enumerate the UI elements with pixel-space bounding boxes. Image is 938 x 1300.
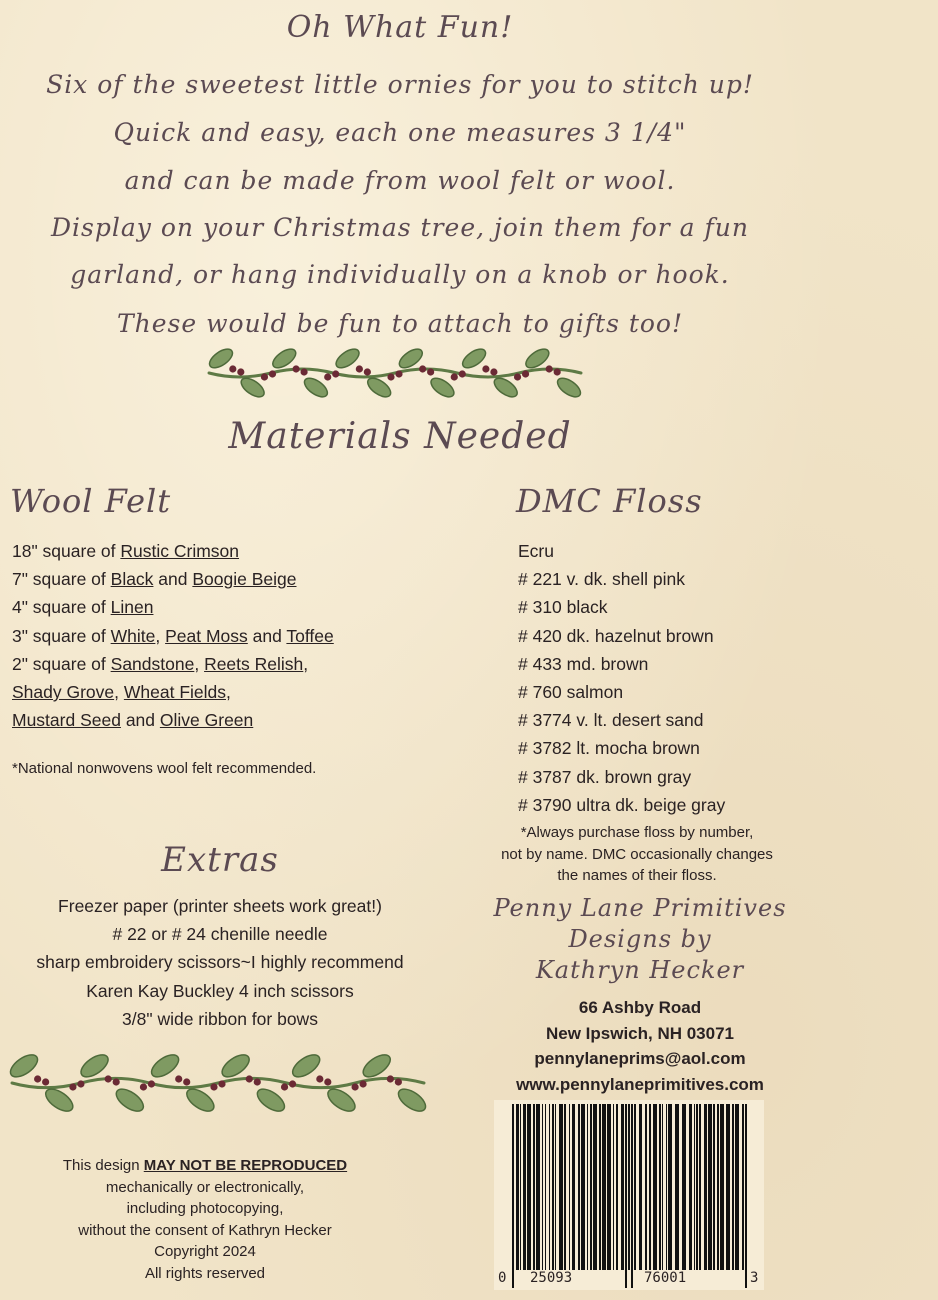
floss-item: # 433 md. brown bbox=[518, 653, 649, 674]
berry-icon bbox=[140, 1083, 147, 1090]
barcode-bar bbox=[653, 1104, 657, 1270]
barcode-bar bbox=[542, 1104, 543, 1270]
felt-item: 3" square of White, Peat Moss and Toffee bbox=[12, 625, 334, 646]
extras-item: Freezer paper (printer sheets work great!) bbox=[58, 896, 382, 916]
barcode-bar bbox=[717, 1104, 719, 1270]
berry-icon bbox=[254, 1078, 261, 1085]
berry-icon bbox=[387, 1075, 394, 1082]
berry-icon bbox=[451, 373, 458, 380]
berry-icon bbox=[148, 1080, 155, 1087]
designs-by: Designs by bbox=[568, 925, 712, 953]
barcode-bar bbox=[552, 1104, 554, 1270]
barcode-bar bbox=[621, 1104, 624, 1270]
felt-item: Mustard Seed and Olive Green bbox=[12, 710, 254, 731]
floss-item: # 221 v. dk. shell pink bbox=[518, 569, 685, 590]
intro-line: These would be fun to attach to gifts too! bbox=[116, 309, 684, 338]
berry-icon bbox=[105, 1075, 112, 1082]
berry-icon bbox=[300, 368, 307, 375]
berry-icon bbox=[332, 370, 339, 377]
barcode-bar bbox=[649, 1104, 651, 1270]
barcode-bar bbox=[639, 1104, 642, 1270]
website-link[interactable]: www.pennylaneprimitives.com bbox=[516, 1074, 764, 1094]
floss-item: # 310 black bbox=[518, 597, 608, 618]
barcode-digit: 76001 bbox=[644, 1270, 687, 1286]
felt-color: Reets Relish bbox=[204, 653, 304, 674]
leaf-icon bbox=[395, 1085, 428, 1116]
berry-icon bbox=[281, 1083, 288, 1090]
vine-decoration bbox=[8, 1044, 428, 1122]
designer-name: Kathryn Hecker bbox=[535, 956, 745, 984]
berry-icon bbox=[175, 1075, 182, 1082]
floss-item: # 3782 lt. mocha brown bbox=[518, 738, 700, 759]
barcode-bar bbox=[587, 1104, 588, 1270]
barcode-bar bbox=[607, 1104, 611, 1270]
floss-item: # 420 dk. hazelnut brown bbox=[518, 625, 714, 646]
company-name: Penny Lane Primitives bbox=[493, 894, 787, 922]
berry-icon bbox=[351, 1083, 358, 1090]
city-state-zip: New Ipswich, NH 03071 bbox=[545, 1023, 735, 1043]
berry-icon bbox=[490, 368, 497, 375]
barcode-bar bbox=[726, 1104, 730, 1270]
page-title: Oh What Fun! bbox=[286, 10, 514, 45]
floss-item: Ecru bbox=[518, 541, 554, 561]
felt-note: *National nonwovens wool felt recommended. bbox=[12, 760, 317, 777]
intro-line: and can be made from wool felt or wool. bbox=[124, 166, 676, 195]
felt-color: Peat Moss bbox=[165, 625, 248, 646]
extras-item: sharp embroidery scissors~I highly recommend bbox=[36, 952, 404, 973]
berry-icon bbox=[246, 1075, 253, 1082]
not-reproduced-warning: MAY NOT BE REPRODUCED bbox=[143, 1157, 348, 1174]
barcode-bar bbox=[689, 1104, 692, 1270]
extras-item: Karen Kay Buckley 4 inch scissors bbox=[86, 980, 354, 1001]
barcode-bar bbox=[645, 1104, 647, 1270]
barcode-bar bbox=[634, 1104, 636, 1270]
barcode-bar bbox=[578, 1104, 580, 1270]
barcode-bar bbox=[572, 1104, 575, 1270]
barcode-bar bbox=[631, 1104, 633, 1288]
felt-color: Olive Green bbox=[159, 710, 254, 731]
barcode-bar bbox=[745, 1104, 747, 1288]
barcode-bar bbox=[559, 1104, 563, 1270]
berry-icon bbox=[387, 373, 394, 380]
extras-heading: Extras bbox=[161, 840, 279, 880]
berry-icon bbox=[183, 1078, 190, 1085]
felt-color: Black bbox=[110, 569, 154, 590]
berry-icon bbox=[364, 368, 371, 375]
floss-item: # 3774 v. lt. desert sand bbox=[518, 710, 704, 731]
barcode-bar bbox=[696, 1104, 698, 1270]
street-address: 66 Ashby Road bbox=[578, 998, 702, 1017]
barcode-digit: 0 bbox=[498, 1270, 507, 1286]
dmc-floss-heading: DMC Floss bbox=[516, 482, 703, 520]
designer-credit bbox=[460, 893, 820, 986]
felt-item: 4" square of Linen bbox=[12, 597, 154, 618]
barcode-bar bbox=[713, 1104, 715, 1270]
barcode-bar bbox=[735, 1104, 739, 1270]
berry-icon bbox=[522, 370, 529, 377]
berry-icon bbox=[419, 365, 426, 372]
berry-icon bbox=[395, 370, 402, 377]
berry-icon bbox=[218, 1080, 225, 1087]
barcode-bar bbox=[720, 1104, 724, 1270]
barcode-digit: 3 bbox=[750, 1270, 759, 1286]
barcode-bar bbox=[742, 1104, 744, 1270]
berry-icon bbox=[324, 373, 331, 380]
berry-icon bbox=[546, 365, 553, 372]
barcode-bar bbox=[545, 1104, 546, 1270]
berry-icon bbox=[395, 1078, 402, 1085]
felt-color: Shady Grove bbox=[12, 682, 115, 703]
barcode-bar bbox=[549, 1104, 550, 1270]
extras-list bbox=[0, 892, 440, 1033]
felt-color: Rustic Crimson bbox=[120, 541, 240, 561]
extras-item: # 22 or # 24 chenille needle bbox=[112, 924, 328, 945]
felt-item: 7" square of Black and Boogie Beige bbox=[12, 569, 297, 590]
felt-color: Linen bbox=[110, 597, 154, 618]
leaf-icon bbox=[554, 375, 583, 401]
berry-icon bbox=[482, 365, 489, 372]
floss-item: # 760 salmon bbox=[518, 682, 624, 703]
berry-icon bbox=[316, 1075, 323, 1082]
berry-icon bbox=[356, 365, 363, 372]
felt-color: Toffee bbox=[286, 625, 334, 646]
barcode bbox=[494, 1100, 764, 1290]
berry-icon bbox=[261, 373, 268, 380]
intro-line: Display on your Christmas tree, join them for a fun bbox=[51, 213, 749, 242]
barcode-bar bbox=[675, 1104, 679, 1270]
vine-decoration bbox=[205, 340, 585, 406]
barcode-bar bbox=[616, 1104, 618, 1270]
berry-icon bbox=[459, 370, 466, 377]
barcode-bar bbox=[599, 1104, 601, 1270]
barcode-bar bbox=[659, 1104, 661, 1270]
barcode-bar bbox=[666, 1104, 667, 1270]
felt-color: Boogie Beige bbox=[192, 569, 297, 590]
intro-line: Six of the sweetest little ornies for you to stitch up! bbox=[46, 70, 754, 99]
barcode-digit: 25093 bbox=[530, 1270, 573, 1286]
berry-icon bbox=[324, 1078, 331, 1085]
barcode-bar bbox=[625, 1104, 627, 1288]
intro-line: Quick and easy, each one measures 3 1/4" bbox=[113, 118, 687, 147]
barcode-bar bbox=[694, 1104, 695, 1270]
barcode-bar bbox=[536, 1104, 540, 1270]
berry-icon bbox=[113, 1078, 120, 1085]
extras-item: 3/8" wide ribbon for bows bbox=[122, 1008, 318, 1029]
felt-item: Shady Grove, Wheat Fields, bbox=[12, 682, 231, 703]
contact-address bbox=[460, 995, 820, 1097]
berry-icon bbox=[269, 370, 276, 377]
berry-icon bbox=[514, 373, 521, 380]
wool-felt-list bbox=[12, 537, 334, 734]
barcode-bar bbox=[699, 1104, 701, 1270]
floss-note: *Always purchase floss by number, not by name. DMC occasionally changes the names of their floss. bbox=[501, 824, 773, 884]
materials-heading: Materials Needed bbox=[228, 416, 572, 457]
barcode-bar bbox=[516, 1104, 519, 1270]
berry-icon bbox=[359, 1080, 366, 1087]
barcode-bar bbox=[602, 1104, 606, 1270]
felt-item: 18" square of Rustic Crimson bbox=[12, 541, 240, 561]
barcode-bar bbox=[564, 1104, 566, 1270]
barcode-bar bbox=[590, 1104, 592, 1270]
email-link[interactable]: pennylaneprims@aol.com bbox=[534, 1049, 746, 1068]
berry-icon bbox=[554, 368, 561, 375]
berry-icon bbox=[69, 1083, 76, 1090]
berry-icon bbox=[210, 1083, 217, 1090]
berry-icon bbox=[42, 1078, 49, 1085]
berry-icon bbox=[292, 365, 299, 372]
dmc-floss-list bbox=[518, 537, 725, 819]
floss-item: # 3787 dk. brown gray bbox=[518, 766, 692, 787]
barcode-bar bbox=[708, 1104, 712, 1270]
berry-icon bbox=[289, 1080, 296, 1087]
barcode-bar bbox=[682, 1104, 686, 1270]
barcode-bar bbox=[523, 1104, 526, 1270]
felt-color: Wheat Fields bbox=[123, 682, 226, 703]
copyright-notice: This design MAY NOT BE REPRODUCED mechanically or electronically, including photocopying, without the consent of Kathryn Hecker Copyright 2024 All rights reserved bbox=[62, 1157, 348, 1282]
felt-item: 2" square of Sandstone, Reets Relish, bbox=[12, 653, 309, 674]
barcode-bar bbox=[668, 1104, 672, 1270]
barcode-bar bbox=[581, 1104, 585, 1270]
barcode-bar bbox=[555, 1104, 556, 1270]
felt-color: Sandstone bbox=[110, 653, 195, 674]
felt-color: Mustard Seed bbox=[12, 710, 121, 731]
berry-icon bbox=[427, 368, 434, 375]
barcode-bar bbox=[520, 1104, 521, 1270]
barcode-bar bbox=[628, 1104, 630, 1270]
barcode-bar bbox=[527, 1104, 531, 1270]
wool-felt-heading: Wool Felt bbox=[10, 482, 172, 520]
barcode-bar bbox=[533, 1104, 535, 1270]
felt-color: White bbox=[110, 625, 156, 646]
berry-icon bbox=[229, 365, 236, 372]
barcode-bar bbox=[569, 1104, 570, 1270]
barcode-digits bbox=[494, 1270, 764, 1292]
floss-item: # 3790 ultra dk. beige gray bbox=[518, 794, 726, 815]
barcode-bar bbox=[593, 1104, 597, 1270]
intro-line: garland, or hang individually on a knob or hook. bbox=[70, 260, 730, 289]
berry-icon bbox=[237, 368, 244, 375]
barcode-bar bbox=[704, 1104, 707, 1270]
barcode-bar bbox=[732, 1104, 734, 1270]
barcode-bar bbox=[512, 1104, 514, 1288]
barcode-bar bbox=[662, 1104, 663, 1270]
barcode-bar bbox=[613, 1104, 614, 1270]
berry-icon bbox=[77, 1080, 84, 1087]
berry-icon bbox=[34, 1075, 41, 1082]
